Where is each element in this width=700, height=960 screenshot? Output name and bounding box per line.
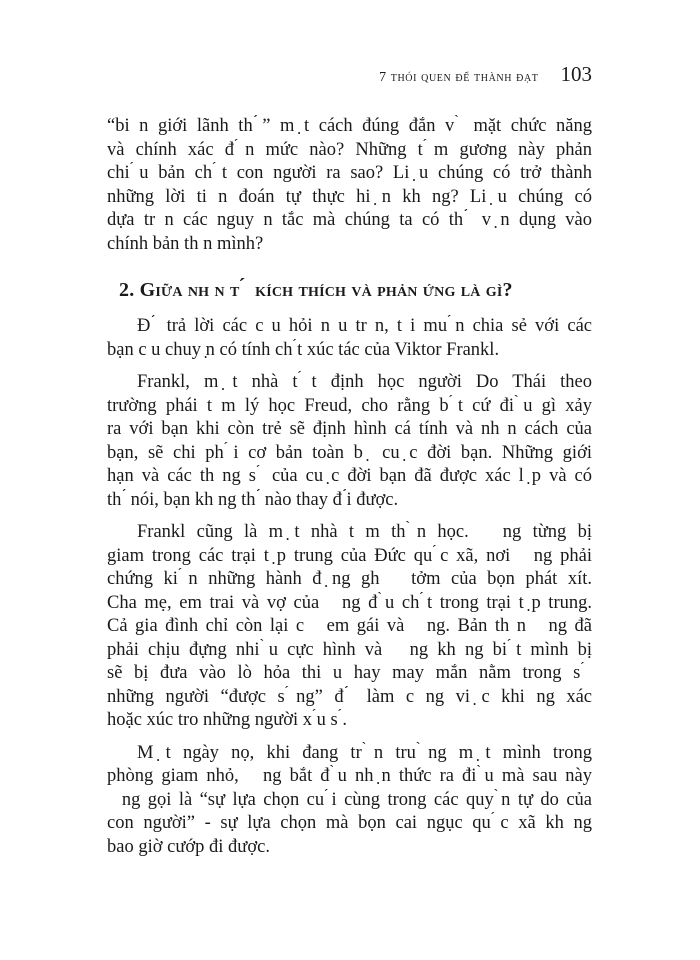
text-line: chính bản th n mình? — [107, 233, 264, 254]
page-number: 103 — [560, 62, 592, 86]
text-line: những người “được s ́ng” đ ̉ làm c ng vi ̣c khi ng xác — [107, 686, 592, 707]
text-line: th ̉ nói, bạn kh ng th ̉ nào thay đ ̉i được. — [107, 489, 399, 510]
text-line: Cha mẹ, em trai và vợ của ng đ ̀u ch ́t trong trại t ̣p trung. — [107, 592, 592, 613]
text-line: bạn, sẽ chi ph ́i cơ bản toàn b ̣ cu ̣c đời bạn. Những giới — [107, 442, 592, 463]
text-line: phòng giam nhỏ, ng bắt đ ̀u nh ̣n thức ra đi ̀u mà sau này — [107, 766, 592, 786]
text-line: chi ́u bản ch ́t con người ra sao? Li ̣u chúng có trở thành — [107, 163, 592, 183]
section-heading: 2. Giữa nh n t ́ kích thích và phản ứng là gì? — [119, 279, 513, 301]
text-line: chứng ki ́n những hành đ ̣ng gh tởm của bọn phát xít. — [107, 569, 592, 589]
paragraph — [107, 742, 592, 860]
book-title: 7 thói quen để thành đạt — [379, 70, 539, 85]
text-line: hoặc xúc tro những người x ́u s ́. — [107, 710, 347, 730]
text-line: Đ ̉ trả lời các c u hỏi n u tr n, t i mu ́n chia sẻ với các — [137, 316, 592, 336]
text-line: dựa tr n các nguy n tắc mà chúng ta có th ̉ v ̣n dụng vào — [107, 210, 592, 230]
text-line: con người” - sự lựa chọn mà bọn cai ngục qu ́c xã kh ng — [107, 813, 592, 833]
text-line: và chính xác đ ́n mức nào? Những t ́m gương này phản — [107, 139, 592, 160]
text-line: giam trong các trại t ̣p trung của Đức qu ́c xã, nơi ng phải — [107, 545, 592, 566]
paragraph — [107, 521, 592, 733]
text-line: sẽ bị đưa vào lò hỏa thi u hay may mắn nằm trong s ́ — [107, 663, 592, 683]
text-line: Frankl cũng là m ̣t nhà t m th ̀n học. ng từng bị — [137, 522, 592, 542]
running-header — [107, 62, 592, 88]
paragraph — [107, 315, 592, 362]
text-line: ng gọi là “sự lựa chọn cu ́i cùng trong các quy ̀n tự do của — [107, 789, 592, 810]
text-line: trường phái t m lý học Freud, cho rằng b ́t cứ đi ̀u gì xảy — [107, 395, 592, 416]
text-line: “bi n giới lãnh th ̉” m ̣t cách đúng đắn v ̀ mặt chức năng — [107, 116, 592, 136]
text-line: bạn c u chuy ̣n có tính ch ́t xúc tác của Viktor Frankl. — [107, 339, 500, 360]
text-line: Cả gia đình chỉ còn lại c em gái và ng. Bản th n ng đã — [107, 616, 592, 636]
text-line: ra với bạn khi còn trẻ sẽ định hình cá tính và nh n cách của — [107, 419, 592, 439]
text-line: hạn và các th ng s ́ của cu ̣c đời bạn đã được xác l ̣p và có — [107, 466, 592, 486]
text-line: M ̣t ngày nọ, khi đang tr ̀n tru ̀ng m ̣t mình trong — [137, 742, 592, 763]
text-line: những lời ti n đoán tự thực hi ̣n kh ng? Li ̣u chúng có — [107, 186, 592, 207]
text-line: Frankl, m ̣t nhà t ́t định học người Do Thái theo — [137, 372, 592, 392]
paragraph — [107, 115, 592, 256]
text-line: phải chịu đựng nhi ̀u cực hình và ng kh ng bi ́t mình bị — [107, 639, 592, 660]
page-body — [107, 115, 592, 868]
paragraph — [107, 371, 592, 512]
text-line: bao giờ cướp đi được. — [107, 836, 270, 857]
